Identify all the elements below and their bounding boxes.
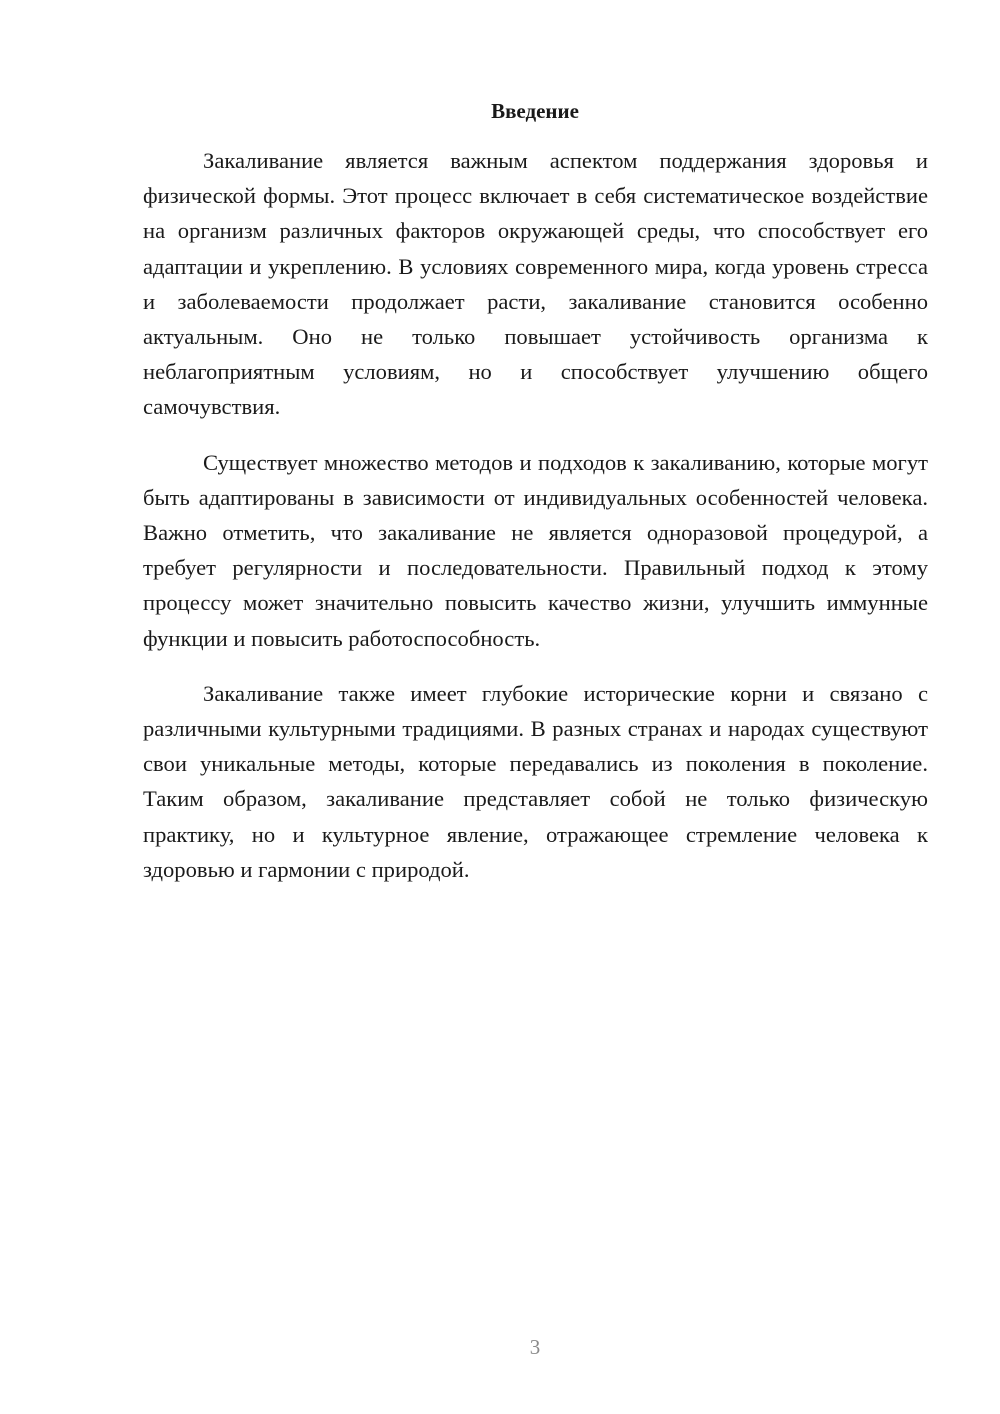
paragraph-1: Закаливание является важным аспектом поддержания здоровья и физической формы. Этот процесс включает в себя систематическое воздействие на организм различных факторов окружающей среды, что способствует его адаптации и укреплению. В условиях современного мира, когда уровень стресса и заболеваемости продолжает расти, закаливание становится особенно актуальным. Оно не только повышает устойчивость организма к неблагоприятным условиям, но и способствует улучшению общего самочувствия. [143,148,928,420]
body-text [143,143,928,907]
page-number: 3 [529,1335,541,1359]
section-heading: Введение [491,99,579,123]
paragraph-2: Существует множество методов и подходов к закаливанию, которые могут быть адаптированы в зависимости от индивидуальных особенностей человека. Важно отметить, что закаливание не является одноразовой процедурой, а требует регулярности и последовательности. Правильный подход к этому процессу может значительно повысить качество жизни, улучшить иммунные функции и повысить работоспособность. [143,449,928,651]
paragraph-3: Закаливание также имеет глубокие исторические корни и связано с различными культурными традициями. В разных странах и народах существуют свои уникальные методы, которые передавались из поколения в поколение. Таким образом, закаливание представляет собой не только физическую практику, но и культурное явление, отражающее стремление человека к здоровью и гармонии с природой. [143,680,928,882]
